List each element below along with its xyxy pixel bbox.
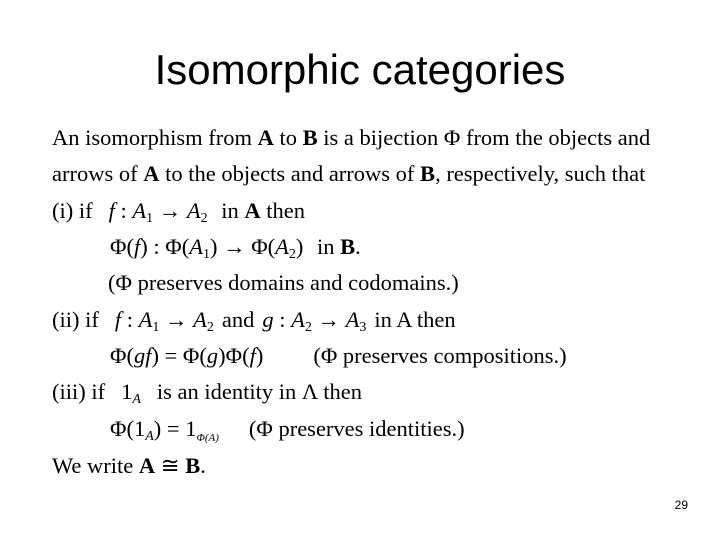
category-B: B bbox=[340, 234, 356, 259]
math-colon: : bbox=[120, 198, 127, 223]
math-colon: : bbox=[279, 307, 286, 332]
paren: ( bbox=[199, 343, 207, 368]
paren: ( bbox=[126, 416, 134, 441]
identity-one: 1 bbox=[185, 416, 197, 441]
math-subscript: 1 bbox=[146, 211, 154, 226]
text-segment: . bbox=[200, 453, 206, 478]
math-colon: : bbox=[153, 234, 160, 259]
definition-line-2 bbox=[52, 160, 645, 188]
math-colon: : bbox=[126, 307, 134, 332]
paren: ( bbox=[181, 234, 190, 259]
equals-symbol: = bbox=[164, 343, 178, 368]
paren: ) bbox=[209, 234, 218, 259]
page-number: 29 bbox=[674, 498, 688, 512]
math-A: A bbox=[193, 307, 207, 332]
identity-one: 1 bbox=[133, 416, 146, 441]
text-segment: to the objects and arrows of bbox=[159, 161, 421, 186]
text-segment: in bbox=[311, 234, 341, 259]
math-A: A bbox=[186, 198, 201, 223]
category-A: A bbox=[143, 161, 160, 186]
math-g: g bbox=[206, 343, 219, 368]
text-segment: then bbox=[260, 198, 306, 223]
text-segment: We write bbox=[52, 453, 139, 478]
math-subscript: Φ(A) bbox=[196, 432, 219, 444]
math-gf: gf bbox=[133, 343, 152, 368]
note-domains-codomains: (Φ preserves domains and codomains.) bbox=[108, 270, 459, 295]
condition-ii-line bbox=[52, 306, 456, 334]
math-subscript: 2 bbox=[304, 320, 312, 335]
math-subscript: 1 bbox=[152, 320, 160, 335]
math-subscript: A bbox=[145, 429, 154, 444]
paren: ) bbox=[255, 343, 264, 368]
category-A: A bbox=[244, 198, 261, 223]
math-A: A bbox=[138, 307, 153, 332]
math-f: f bbox=[133, 234, 141, 259]
text-segment: , respectively, such that bbox=[435, 161, 646, 186]
text-segment: in bbox=[215, 198, 245, 223]
phi-symbol: Φ bbox=[182, 343, 200, 368]
phi-symbol: Φ bbox=[165, 234, 182, 259]
phi-symbol: Φ bbox=[110, 416, 127, 441]
note-compositions: (Φ preserves compositions.) bbox=[313, 343, 567, 368]
paren: ) bbox=[295, 234, 304, 259]
arrow-symbol: → bbox=[317, 307, 341, 332]
paren: ) bbox=[153, 416, 162, 441]
phi-symbol: Φ bbox=[110, 343, 127, 368]
arrow-symbol: → bbox=[223, 234, 246, 259]
text-segment: to bbox=[273, 125, 303, 150]
paren: ) bbox=[218, 343, 226, 368]
math-f: f bbox=[249, 343, 256, 368]
math-f: f bbox=[114, 307, 122, 332]
condition-ii-formula bbox=[110, 342, 567, 370]
math-subscript: 2 bbox=[288, 247, 296, 262]
math-A: A bbox=[275, 234, 289, 259]
category-B: B bbox=[302, 125, 318, 150]
category-A: A bbox=[138, 453, 156, 478]
condition-iii-line bbox=[52, 378, 362, 406]
phi-symbol: Φ bbox=[251, 234, 268, 259]
math-f: f bbox=[108, 198, 115, 223]
category-B: B bbox=[420, 161, 436, 186]
math-subscript: A bbox=[132, 392, 141, 407]
text-segment: is an identity in Λ then bbox=[156, 379, 363, 404]
condition-iii-formula bbox=[110, 415, 465, 443]
note-identities: (Φ preserves identities.) bbox=[248, 416, 465, 441]
condition-label: (iii) if bbox=[52, 379, 106, 404]
text-segment: is a bijection Φ from the objects and bbox=[317, 125, 651, 150]
arrow-symbol: → bbox=[158, 198, 182, 223]
math-A: A bbox=[132, 198, 147, 223]
paren: ( bbox=[267, 234, 276, 259]
math-subscript: 1 bbox=[202, 247, 210, 262]
paren: ( bbox=[126, 234, 134, 259]
math-subscript: 2 bbox=[200, 211, 208, 226]
text-segment: . bbox=[355, 234, 361, 259]
math-subscript: 2 bbox=[206, 320, 214, 335]
paren: ) bbox=[151, 343, 159, 368]
math-subscript: 3 bbox=[359, 320, 367, 335]
math-g: g bbox=[262, 307, 274, 332]
text-segment: and bbox=[221, 307, 255, 332]
category-A: A bbox=[257, 125, 274, 150]
paren: ) bbox=[140, 234, 148, 259]
math-A: A bbox=[345, 307, 360, 332]
condition-i-formula bbox=[110, 233, 361, 261]
math-A: A bbox=[189, 234, 203, 259]
text-segment: in A then bbox=[374, 307, 456, 332]
math-A: A bbox=[291, 307, 305, 332]
conclusion-line bbox=[52, 452, 206, 480]
isomorphic-symbol: ≅ bbox=[160, 453, 180, 478]
slide-title: Isomorphic categories bbox=[154, 46, 566, 93]
text-segment: An isomorphism from bbox=[52, 125, 258, 150]
category-B: B bbox=[185, 453, 201, 478]
text-segment: arrows of bbox=[52, 161, 144, 186]
phi-symbol: Φ bbox=[110, 234, 127, 259]
arrow-symbol: → bbox=[165, 307, 188, 332]
condition-label: (ii) if bbox=[52, 307, 99, 332]
phi-symbol: Φ bbox=[225, 343, 243, 368]
condition-label: (i) if bbox=[52, 198, 93, 223]
paren: ( bbox=[242, 343, 250, 368]
equals-symbol: = bbox=[166, 416, 180, 441]
identity-one: 1 bbox=[121, 379, 133, 404]
definition-line-1 bbox=[52, 124, 650, 152]
condition-i-line bbox=[52, 197, 305, 225]
paren: ( bbox=[126, 343, 134, 368]
